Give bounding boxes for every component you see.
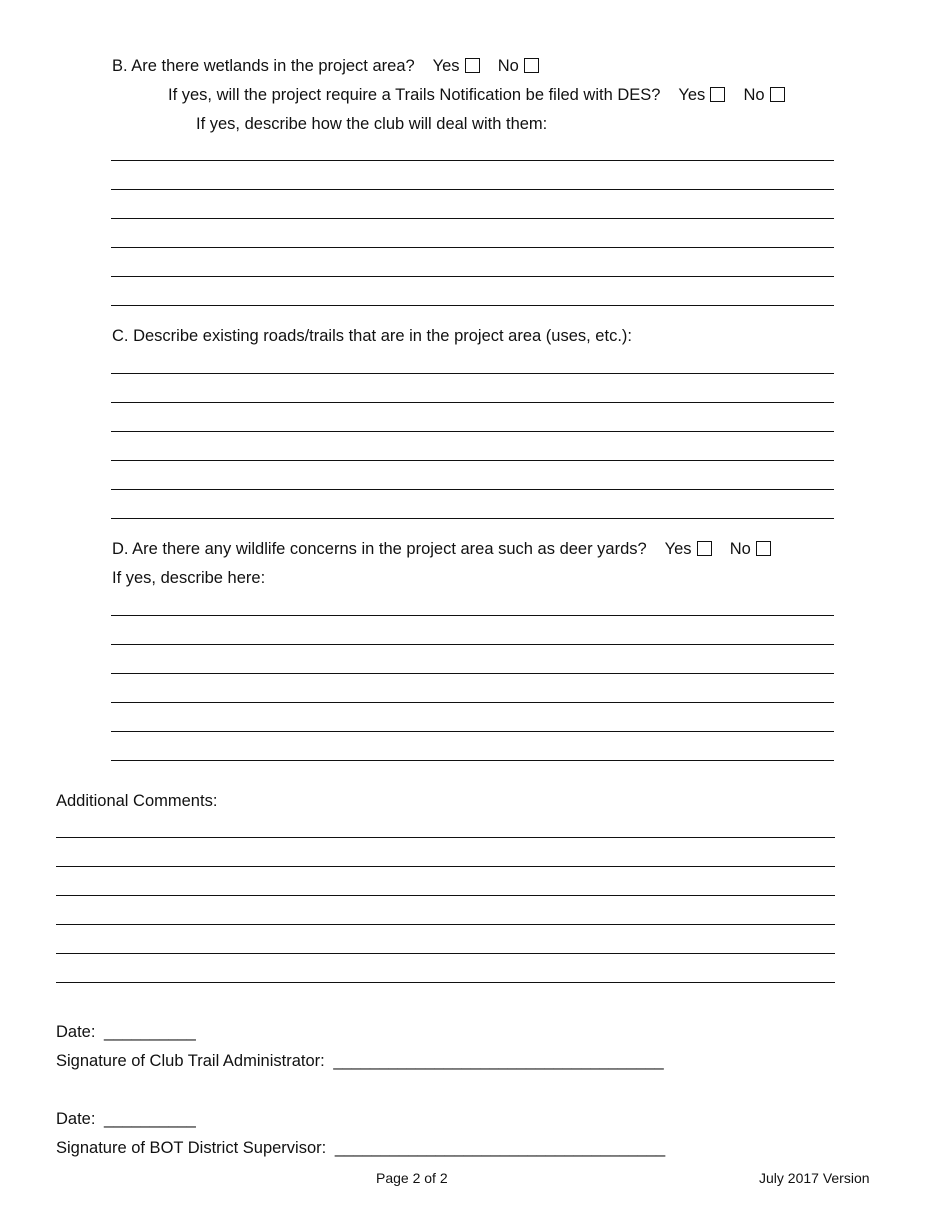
comments-line[interactable]: [56, 837, 835, 838]
comments-line[interactable]: [56, 895, 835, 896]
no-label: No: [743, 86, 765, 104]
section-c-answer-line[interactable]: [111, 402, 834, 403]
section-c-answer-line[interactable]: [111, 431, 834, 432]
section-d-answer-line[interactable]: [111, 760, 834, 761]
section-b-followup: [168, 86, 785, 105]
section-d-question-text: D. Are there any wildlife concerns in the project area such as deer yards?: [112, 540, 647, 558]
bot-supervisor-signature-label: Signature of BOT District Supervisor:: [56, 1139, 327, 1157]
section-d-answer-line[interactable]: [111, 731, 834, 732]
section-b-describe: If yes, describe how the club will deal with them:: [196, 115, 548, 133]
section-c-answer-line[interactable]: [111, 489, 834, 490]
date-label: Date:: [56, 1023, 96, 1041]
section-d-question: [112, 540, 771, 559]
yes-label: Yes: [664, 540, 692, 558]
section-b-followup-text: If yes, will the project require a Trails Notification be filed with DES?: [168, 86, 661, 104]
additional-comments-label: Additional Comments:: [56, 792, 218, 810]
comments-line[interactable]: [56, 866, 835, 867]
yes-label: Yes: [678, 86, 706, 104]
wetlands-no-checkbox[interactable]: [524, 58, 539, 73]
section-b-answer-line[interactable]: [111, 305, 834, 306]
section-b-question-text: B. Are there wetlands in the project area?: [112, 57, 415, 75]
bot-signature-row: [56, 1139, 665, 1158]
date-label: Date:: [56, 1110, 96, 1128]
comments-line[interactable]: [56, 924, 835, 925]
section-c-answer-line[interactable]: [111, 373, 834, 374]
club-signature-row: [56, 1052, 664, 1071]
section-b-answer-line[interactable]: [111, 160, 834, 161]
no-label: No: [497, 57, 519, 75]
yes-label: Yes: [432, 57, 460, 75]
bot-date-row: [56, 1110, 196, 1129]
club-admin-signature-label: Signature of Club Trail Administrator:: [56, 1052, 325, 1070]
club-date-field[interactable]: __________: [104, 1023, 196, 1041]
comments-line[interactable]: [56, 953, 835, 954]
section-d-describe: If yes, describe here:: [112, 569, 266, 587]
trails-notification-no-checkbox[interactable]: [770, 87, 785, 102]
section-b-answer-line[interactable]: [111, 218, 834, 219]
version-label: July 2017 Version: [759, 1170, 870, 1186]
club-date-row: [56, 1023, 196, 1042]
wildlife-yes-checkbox[interactable]: [697, 541, 712, 556]
wetlands-yes-checkbox[interactable]: [465, 58, 480, 73]
section-b-answer-line[interactable]: [111, 189, 834, 190]
comments-line[interactable]: [56, 982, 835, 983]
no-label: No: [729, 540, 751, 558]
section-d-answer-line[interactable]: [111, 644, 834, 645]
section-d-answer-line[interactable]: [111, 702, 834, 703]
section-b-answer-line[interactable]: [111, 247, 834, 248]
trails-notification-yes-checkbox[interactable]: [710, 87, 725, 102]
section-d-answer-line[interactable]: [111, 615, 834, 616]
page-number: Page 2 of 2: [376, 1170, 448, 1186]
section-b-answer-line[interactable]: [111, 276, 834, 277]
club-admin-signature-field[interactable]: ____________________________________: [333, 1052, 664, 1070]
wildlife-no-checkbox[interactable]: [756, 541, 771, 556]
section-c-question: C. Describe existing roads/trails that are in the project area (uses, etc.):: [112, 327, 632, 345]
bot-supervisor-signature-field[interactable]: ____________________________________: [334, 1139, 666, 1157]
section-d-answer-line[interactable]: [111, 673, 834, 674]
section-b-question: [112, 57, 539, 76]
section-c-answer-line[interactable]: [111, 518, 834, 519]
bot-date-field[interactable]: __________: [104, 1110, 196, 1128]
section-c-answer-line[interactable]: [111, 460, 834, 461]
